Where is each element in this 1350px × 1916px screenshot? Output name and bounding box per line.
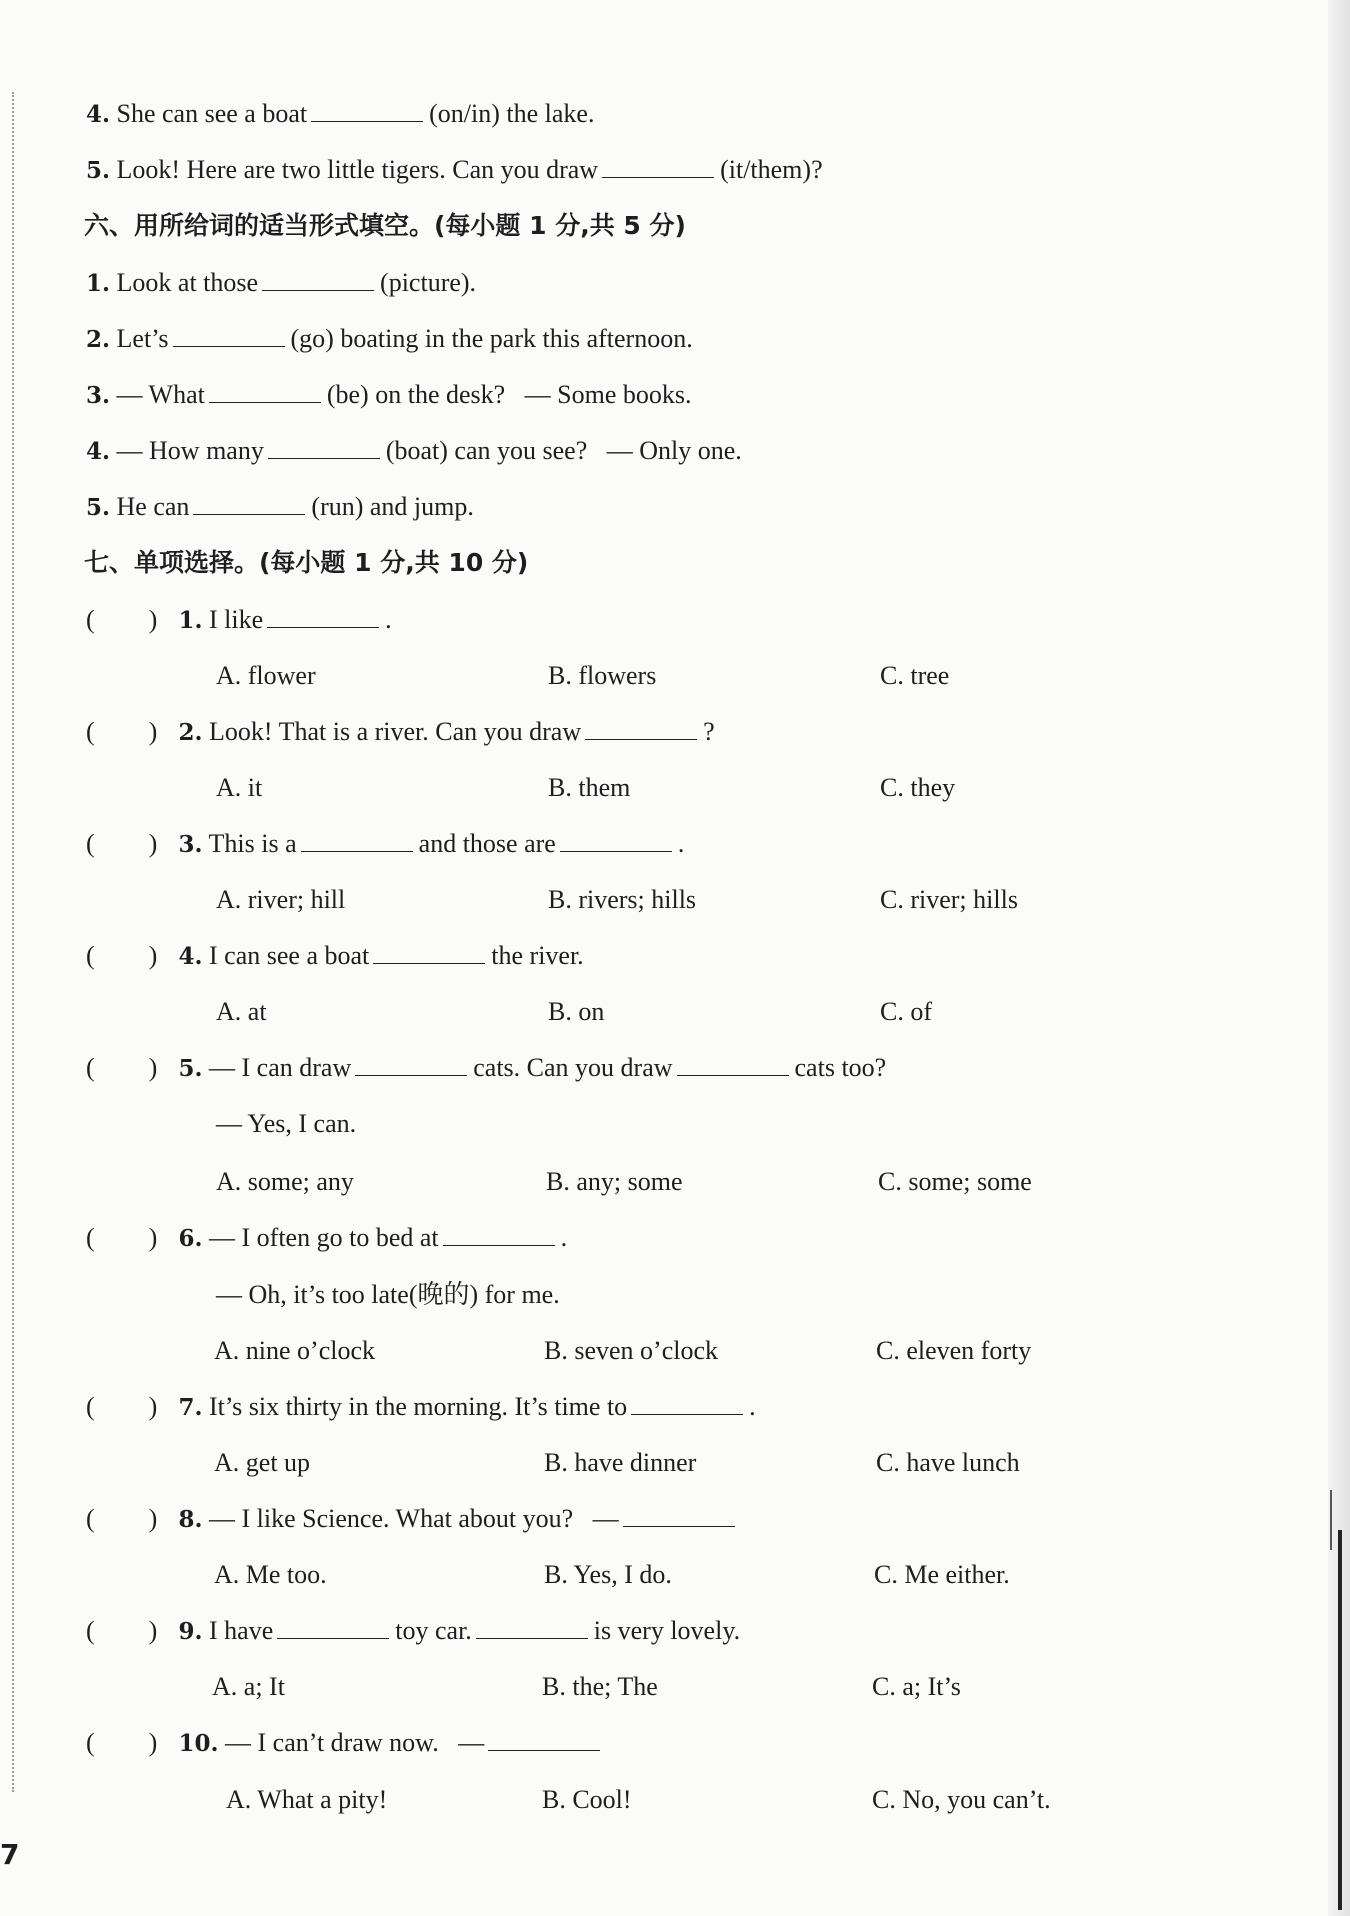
answer-blank[interactable] xyxy=(373,937,485,964)
question-number: 2. xyxy=(178,719,203,746)
item-text: He can xyxy=(116,492,190,521)
question-text: I can see a boat xyxy=(209,941,370,970)
question-text: cats. Can you draw xyxy=(473,1053,673,1082)
option-a: A. it xyxy=(216,773,263,802)
question-text: . xyxy=(385,605,392,634)
answer-blank[interactable] xyxy=(585,713,697,740)
question-text: . xyxy=(560,1223,568,1252)
item-number: 3. xyxy=(86,382,111,409)
question-number: 8. xyxy=(178,1506,203,1533)
option-a: A. at xyxy=(216,997,267,1026)
page-edge-mark xyxy=(1330,1490,1332,1550)
answer-bracket[interactable]: ( ) xyxy=(86,829,158,858)
mc-question-8 xyxy=(86,1499,741,1539)
option-c: C. of xyxy=(880,997,932,1026)
option-a: A. river; hill xyxy=(216,885,346,914)
question-text: . xyxy=(677,829,685,858)
part5-item-5 xyxy=(86,150,823,190)
item-text: Look at those xyxy=(116,268,259,297)
answer-bracket[interactable]: ( ) xyxy=(86,717,158,746)
item-number: 5. xyxy=(86,494,111,521)
answer-bracket[interactable]: ( ) xyxy=(86,1728,158,1757)
question-number: 4. xyxy=(178,943,203,970)
question-number: 5. xyxy=(178,1055,203,1082)
option-c: C. a; It’s xyxy=(872,1672,961,1701)
answer-blank[interactable] xyxy=(488,1724,600,1751)
question-number: 10. xyxy=(178,1730,219,1757)
page-number: 7 xyxy=(0,1838,20,1871)
option-b: B. any; some xyxy=(546,1167,683,1196)
answer-blank[interactable] xyxy=(173,320,285,347)
option-b: B. have dinner xyxy=(544,1448,697,1477)
answer-blank[interactable] xyxy=(677,1049,789,1076)
question-text: the river. xyxy=(491,941,584,970)
item-number: 4. xyxy=(86,101,111,128)
item-text: Look! Here are two little tigers. Can you draw xyxy=(116,155,599,184)
question-text: Look! That is a river. Can you draw xyxy=(209,717,582,746)
question-reply: — Oh, it’s too late(晚的) for me. xyxy=(216,1280,560,1309)
question-text: — I often go to bed at xyxy=(209,1223,439,1252)
option-b: B. Cool! xyxy=(542,1785,632,1814)
mc-question-1 xyxy=(86,600,392,640)
item-text: She can see a boat xyxy=(116,99,308,128)
answer-blank[interactable] xyxy=(301,825,413,852)
option-a: A. What a pity! xyxy=(226,1785,388,1814)
answer-bracket[interactable]: ( ) xyxy=(86,1616,158,1645)
section6-item-2 xyxy=(86,319,693,359)
mc-question-6 xyxy=(86,1218,567,1258)
question-number: 3. xyxy=(178,831,203,858)
item-text: Let’s xyxy=(116,324,169,353)
option-c: C. eleven forty xyxy=(876,1336,1032,1365)
question-text: It’s six thirty in the morning. It’s time to xyxy=(209,1392,628,1421)
item-text: — How many xyxy=(116,436,264,465)
item-text: (go) boating in the park this afternoon. xyxy=(290,324,693,353)
option-a: A. get up xyxy=(214,1448,311,1477)
option-b: B. the; The xyxy=(542,1672,658,1701)
question-text: — I can’t draw now. — xyxy=(225,1728,485,1757)
answer-blank[interactable] xyxy=(623,1500,735,1527)
option-b: B. flowers xyxy=(548,661,657,690)
item-text: (picture). xyxy=(380,268,477,297)
answer-blank[interactable] xyxy=(602,151,714,178)
option-b: B. rivers; hills xyxy=(548,885,697,914)
answer-blank[interactable] xyxy=(193,488,305,515)
section-6-heading: 六、用所给词的适当形式填空。(每小题 1 分,共 5 分) xyxy=(84,211,686,240)
option-c: C. No, you can’t. xyxy=(872,1785,1051,1814)
part5-item-4 xyxy=(86,94,594,134)
section-7-heading: 七、单项选择。(每小题 1 分,共 10 分) xyxy=(84,548,529,577)
question-text: cats too? xyxy=(794,1053,887,1082)
item-text: (boat) can you see? — Only one. xyxy=(385,436,742,465)
answer-blank[interactable] xyxy=(443,1219,555,1246)
answer-blank[interactable] xyxy=(631,1388,743,1415)
answer-blank[interactable] xyxy=(355,1049,467,1076)
question-text: I have xyxy=(209,1616,274,1645)
question-text: — I can draw xyxy=(209,1053,352,1082)
item-text: (it/them)? xyxy=(720,155,823,184)
item-text: (be) on the desk? — Some books. xyxy=(326,380,692,409)
answer-blank[interactable] xyxy=(268,432,380,459)
option-c: C. have lunch xyxy=(876,1448,1020,1477)
option-b: B. Yes, I do. xyxy=(544,1560,672,1589)
option-a: A. flower xyxy=(216,661,316,690)
answer-bracket[interactable]: ( ) xyxy=(86,1053,158,1082)
option-c: C. Me either. xyxy=(874,1560,1010,1589)
item-number: 5. xyxy=(86,157,111,184)
mc-question-2 xyxy=(86,712,715,752)
answer-bracket[interactable]: ( ) xyxy=(86,605,158,634)
option-a: A. Me too. xyxy=(214,1560,327,1589)
question-text: — I like Science. What about you? — xyxy=(209,1504,619,1533)
option-a: A. a; It xyxy=(212,1672,285,1701)
page-edge-bar xyxy=(1338,1530,1342,1910)
section6-item-4 xyxy=(86,431,742,471)
answer-bracket[interactable]: ( ) xyxy=(86,1392,158,1421)
question-text: ? xyxy=(703,717,715,746)
option-c: C. tree xyxy=(880,661,950,690)
mc-question-3 xyxy=(86,824,684,864)
question-reply: — Yes, I can. xyxy=(216,1109,357,1138)
answer-blank[interactable] xyxy=(277,1612,389,1639)
answer-bracket[interactable]: ( ) xyxy=(86,1504,158,1533)
mc-question-5 xyxy=(86,1048,886,1088)
question-text: This is a xyxy=(208,829,297,858)
question-number: 7. xyxy=(178,1394,203,1421)
answer-bracket[interactable]: ( ) xyxy=(86,1223,158,1252)
option-b: B. them xyxy=(548,773,631,802)
item-number: 4. xyxy=(86,438,111,465)
section6-item-3 xyxy=(86,375,692,415)
answer-blank[interactable] xyxy=(267,601,379,628)
option-a: A. some; any xyxy=(216,1167,354,1196)
option-c: C. some; some xyxy=(878,1167,1032,1196)
question-text: toy car. xyxy=(395,1616,472,1645)
mc-question-10 xyxy=(86,1723,606,1763)
option-b: B. seven o’clock xyxy=(544,1336,719,1365)
mc-question-9 xyxy=(86,1611,740,1651)
question-text: I like xyxy=(209,605,264,634)
answer-blank[interactable] xyxy=(209,376,321,403)
option-b: B. on xyxy=(548,997,605,1026)
question-number: 9. xyxy=(178,1618,203,1645)
item-number: 1. xyxy=(86,270,111,297)
answer-blank[interactable] xyxy=(311,95,423,122)
option-a: A. nine o’clock xyxy=(214,1336,376,1365)
question-text: and those are xyxy=(418,829,556,858)
question-text: is very lovely. xyxy=(593,1616,741,1645)
option-c: C. river; hills xyxy=(880,885,1018,914)
item-number: 2. xyxy=(86,326,111,353)
answer-blank[interactable] xyxy=(262,264,374,291)
answer-blank[interactable] xyxy=(476,1612,588,1639)
mc-question-4 xyxy=(86,936,584,976)
question-number: 1. xyxy=(178,607,203,634)
mc-question-7 xyxy=(86,1387,756,1427)
option-c: C. they xyxy=(880,773,956,802)
answer-bracket[interactable]: ( ) xyxy=(86,941,158,970)
answer-blank[interactable] xyxy=(560,825,672,852)
question-number: 6. xyxy=(178,1225,203,1252)
item-text: (run) and jump. xyxy=(311,492,474,521)
section6-item-5 xyxy=(86,487,474,527)
question-text: . xyxy=(749,1392,756,1421)
section6-item-1 xyxy=(86,263,476,303)
item-text: (on/in) the lake. xyxy=(429,99,595,128)
binding-dotted-line xyxy=(12,92,14,1792)
item-text: — What xyxy=(116,380,205,409)
